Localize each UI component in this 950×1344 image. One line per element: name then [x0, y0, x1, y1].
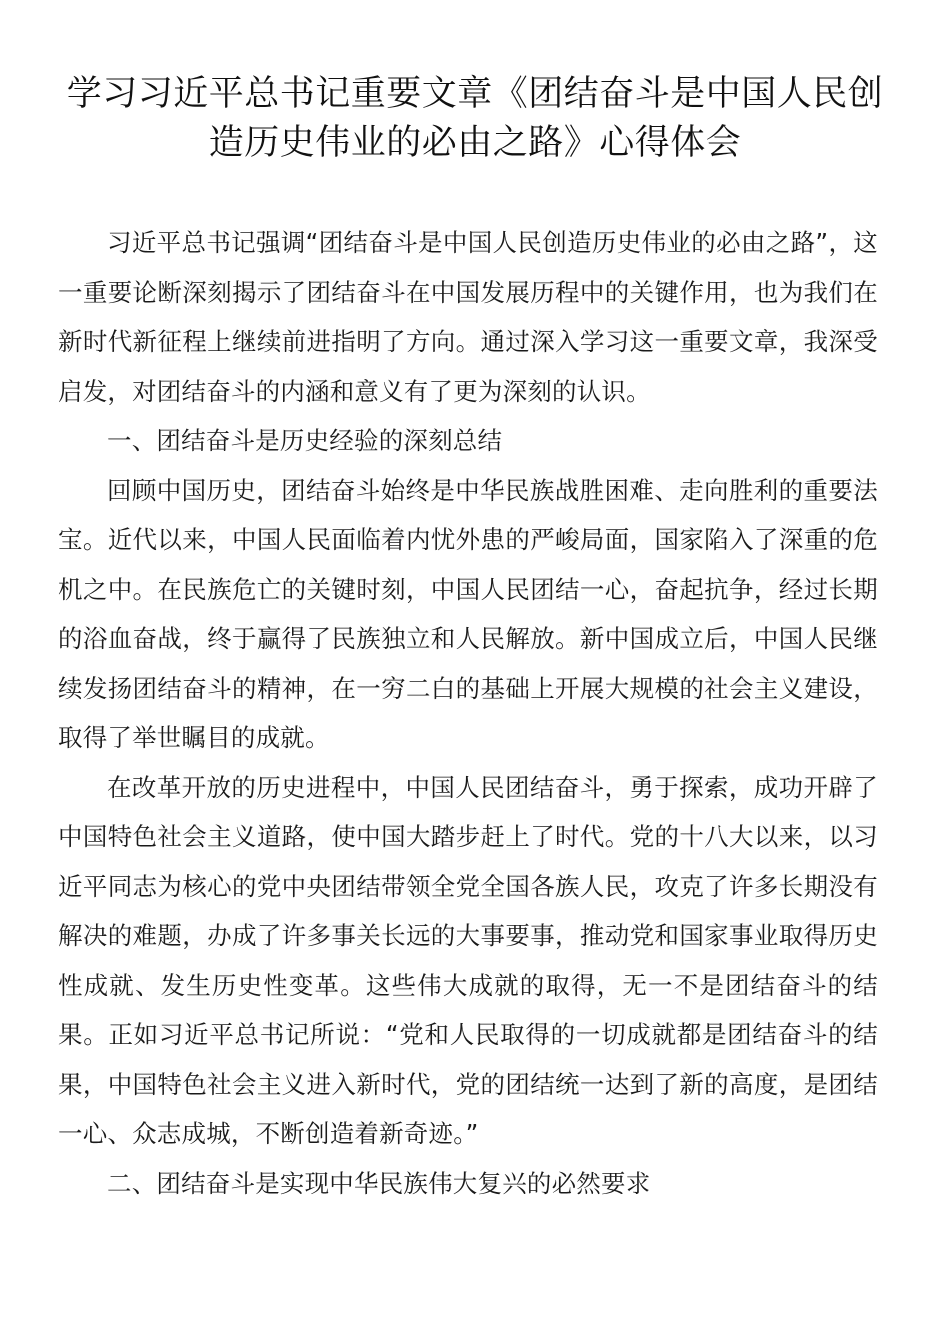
document-body [58, 218, 878, 1208]
document-title: 学习习近平总书记重要文章《团结奋斗是中国人民创造历史伟业的必由之路》心得体会 [66, 74, 884, 163]
paragraph-history: 回顾中国历史，团结奋斗始终是中华民族战胜困难、走向胜利的重要法宝。近代以来，中国人民面临着内忧外患的严峻局面，国家陷入了深重的危机之中。在民族危亡的关键时刻，中国人民团结一心，奋起抗争，经过长期的浴血奋战，终于赢得了民族独立和人民解放。新中国成立后，中国人民继续发扬团结奋斗的精神，在一穷二白的基础上开展大规模的社会主义建设，取得了举世瞩目的成就。 [58, 475, 878, 752]
section-heading-2: 二、团结奋斗是实现中华民族伟大复兴的必然要求 [107, 1168, 651, 1198]
section-heading-1: 一、团结奋斗是历史经验的深刻总结 [107, 426, 503, 455]
paragraph-intro: 习近平总书记强调“团结奋斗是中国人民创造历史伟业的必由之路”，这一重要论断深刻揭示了团结奋斗在中国发展历程中的关键作用，也为我们在新时代新征程上继续前进指明了方向。通过深入学习这一重要文章，我深受启发，对团结奋斗的内涵和意义有了更为深刻的认识。 [58, 228, 878, 406]
paragraph-reform: 在改革开放的历史进程中，中国人民团结奋斗，勇于探索，成功开辟了中国特色社会主义道路，使中国大踏步赶上了时代。党的十八大以来，以习近平同志为核心的党中央团结带领全党全国各族人民，攻克了许多长期没有解决的难题，办成了许多事关长远的大事要事，推动党和国家事业取得历史性成就、发生历史性变革。这些伟大成就的取得，无一不是团结奋斗的结果。正如习近平总书记所说：“党和人民取得的一切成就都是团结奋斗的结果，中国特色社会主义进入新时代，党的团结统一达到了新的高度，是团结一心、众志成城，不断创造着新奇迹。” [58, 772, 878, 1148]
